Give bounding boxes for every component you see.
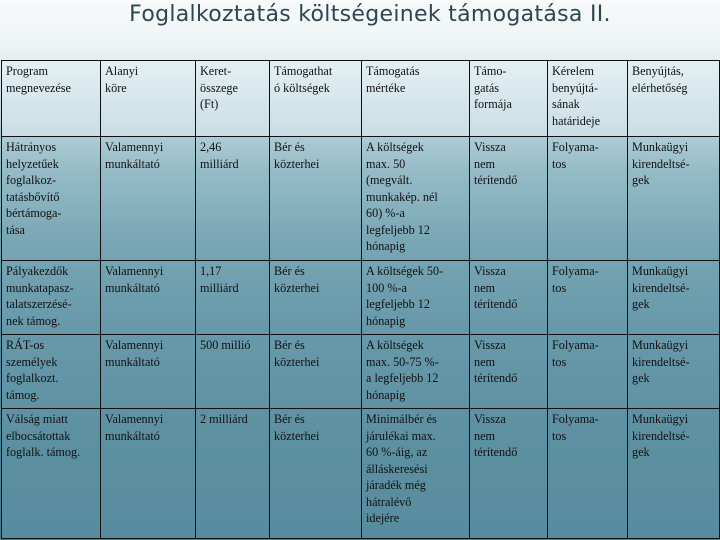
table-cell: Vissza nem térítendő <box>470 335 548 409</box>
header-cell: Támo- gatás formája <box>470 61 548 137</box>
table-cell: Valamennyi munkáltató <box>101 409 196 539</box>
table-cell: A költségek max. 50-75 %- a legfeljebb 12 hónapig <box>362 335 470 409</box>
table-cell: Munkaügyi kirendeltsé- gek <box>628 261 720 335</box>
table-cell: A költségek max. 50 (megvált. munkakép. nél 60) %-a legfeljebb 12 hónapig <box>362 137 470 261</box>
table-cell: Folyama- tos <box>548 261 628 335</box>
table-row <box>2 261 720 335</box>
table-cell: Munkaügyi kirendeltsé- gek <box>628 137 720 261</box>
table-cell: Vissza nem térítendő <box>470 261 548 335</box>
header-cell: Alanyi köre <box>101 61 196 137</box>
table-cell: Folyama- tos <box>548 409 628 539</box>
table-cell: 2 milliárd <box>196 409 270 539</box>
table-cell: Bér és közterhei <box>270 261 362 335</box>
table-cell: RÁT-os személyek foglalkozt. támog. <box>2 335 101 409</box>
table-cell: Minimálbér és járulékai max. 60 %-áig, az álláskeresési járadék még hátralévő idejére <box>362 409 470 539</box>
table-cell: Valamennyi munkáltató <box>101 261 196 335</box>
table-row <box>2 409 720 539</box>
header-cell: Kérelem benyújtá- sának határideje <box>548 61 628 137</box>
table-cell: Pályakezdők munkatapasz- talatszerzésé- nek támog. <box>2 261 101 335</box>
table-cell: Vissza nem térítendő <box>470 409 548 539</box>
support-programs-table <box>1 60 720 539</box>
header-cell: Támogatás mértéke <box>362 61 470 137</box>
table-cell: 1,17 milliárd <box>196 261 270 335</box>
table-cell: Folyama- tos <box>548 335 628 409</box>
header-cell: Benyújtás, elérhetőség <box>628 61 720 137</box>
header-cell: Program megnevezése <box>2 61 101 137</box>
header-cell: Keret- összege (Ft) <box>196 61 270 137</box>
table-cell: Bér és közterhei <box>270 335 362 409</box>
table-cell: Válság miatt elbocsátottak foglalk. támog. <box>2 409 101 539</box>
table-cell: Folyama- tos <box>548 137 628 261</box>
table-cell: 500 millió <box>196 335 270 409</box>
table-cell: Valamennyi munkáltató <box>101 137 196 261</box>
table-cell: Munkaügyi kirendeltsé- gek <box>628 335 720 409</box>
table-cell: Vissza nem térítendő <box>470 137 548 261</box>
table-cell: Hátrányos helyzetűek foglalkoz- tatásbővítő bértámoga- tása <box>2 137 101 261</box>
table-row <box>2 137 720 261</box>
page-title: Foglalkoztatás költségeinek támogatása II. <box>129 2 611 27</box>
table-cell: Valamennyi munkáltató <box>101 335 196 409</box>
table-cell: A költségek 50- 100 %-a legfeljebb 12 hónapig <box>362 261 470 335</box>
table-header-row <box>2 61 720 137</box>
table-cell: Bér és közterhei <box>270 137 362 261</box>
table-cell: Bér és közterhei <box>270 409 362 539</box>
table-row <box>2 335 720 409</box>
table-cell: Munkaügyi kirendeltsé- gek <box>628 409 720 539</box>
table-cell: 2,46 milliárd <box>196 137 270 261</box>
header-cell: Támogathat ó költségek <box>270 61 362 137</box>
